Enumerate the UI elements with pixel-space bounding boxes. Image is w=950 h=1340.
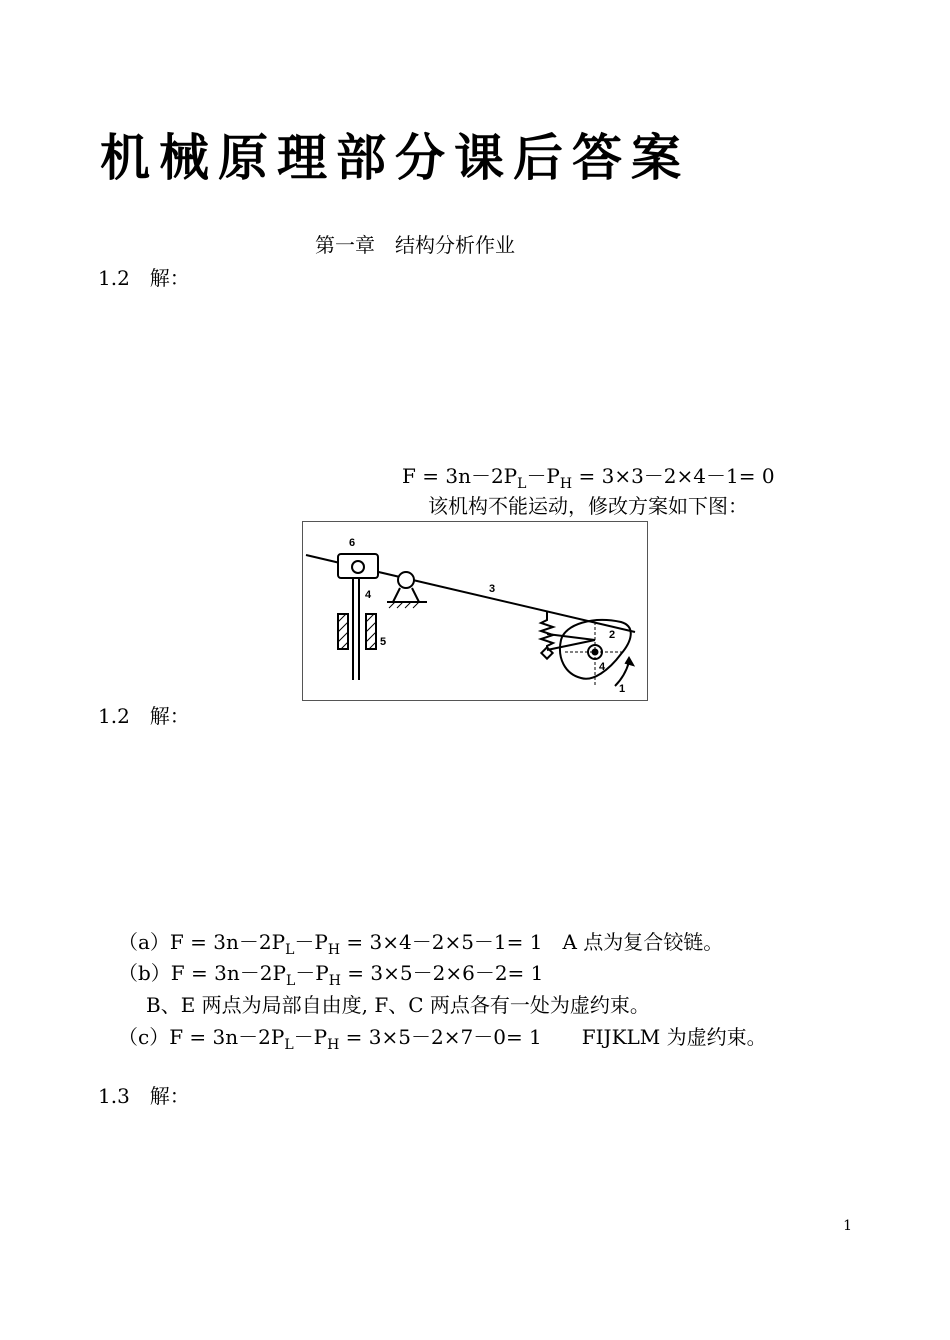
chapter-heading: 第一章 结构分析作业 xyxy=(315,233,515,257)
formula-line-a: $(a)F = 3n-2P_L-P_H = 3\times 4-2\times 5-1= 1$ A 点为复合铰链。 xyxy=(118,930,724,958)
label-5: 5 xyxy=(380,636,387,648)
note-line-b: B、E 两点为局部自由度, F、C 两点各有一处为虚约束。 xyxy=(146,993,650,1017)
guide-hatching xyxy=(338,602,419,649)
label-2: 2 xyxy=(609,629,616,641)
label-6: 6 xyxy=(349,537,356,549)
mechanism-figure xyxy=(302,521,648,701)
mechanism-note: 该机构不能运动，修改方案如下图： xyxy=(428,494,748,518)
page-number: 1 xyxy=(843,1218,852,1234)
document-title: 机械原理部分课后答案 xyxy=(100,128,690,187)
section-heading-1-3: 1.3 解： xyxy=(98,1084,190,1108)
formula-line-c: $(c)F = 3n-2P_L-P_H = 3\times 5-2\times 7-0= 1$ FIJKLM 为虚约束。 xyxy=(118,1025,767,1053)
spring xyxy=(541,612,553,650)
section-heading-1-2: 1.2 解： xyxy=(98,266,190,290)
dof-formula: $F = 3n-2P_L-P_H = 3\times 3-2\times 4-1= 0$ xyxy=(402,464,775,492)
label-4-cam: 4 xyxy=(599,661,606,673)
label-3: 3 xyxy=(489,583,496,595)
pivot-bearing xyxy=(398,572,414,588)
formula-line-b: $(b)F = 3n-2P_L-P_H = 3\times 5-2\times 6-2= 1$ xyxy=(118,961,544,989)
label-1: 1 xyxy=(619,683,626,695)
section-heading-1-2-b: 1.2 解： xyxy=(98,704,190,728)
mechanism-diagram xyxy=(303,522,647,700)
label-4: 4 xyxy=(365,589,372,601)
